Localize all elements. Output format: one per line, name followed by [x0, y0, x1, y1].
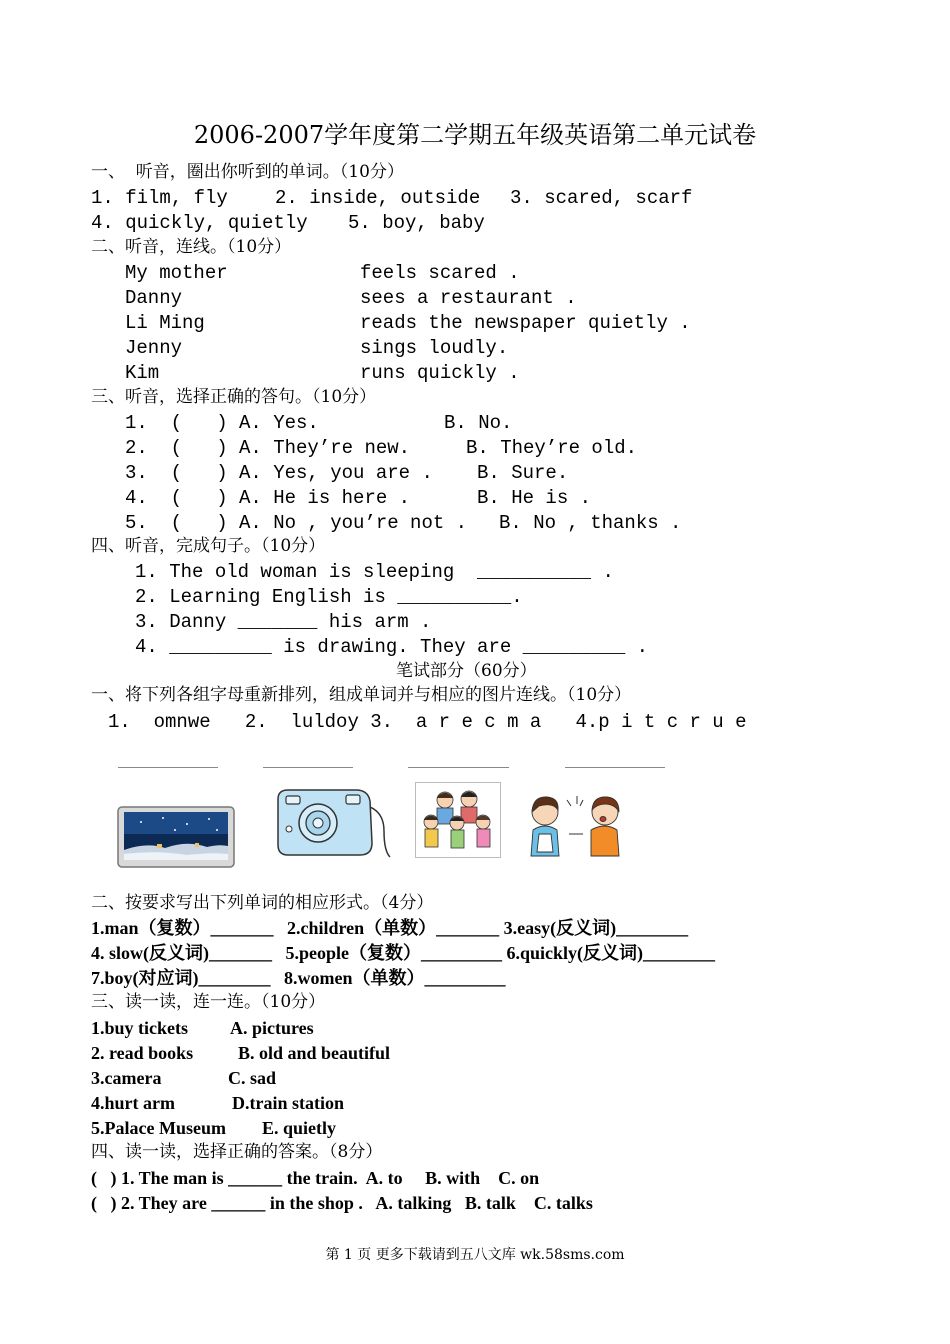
option-b: B. Sure.	[477, 462, 569, 484]
option-b: B. No , thanks .	[499, 512, 682, 534]
match-right: A. pictures	[230, 1018, 314, 1038]
fill-sentence: 3. Danny _______ his arm .	[135, 611, 432, 633]
children-talking-image	[525, 790, 627, 860]
section-heading: 四、听音，完成句子。（10分）	[91, 536, 326, 556]
match-right: runs quickly .	[360, 362, 520, 384]
option-b: B. They’re old.	[466, 437, 638, 459]
word-pair: 5. boy, baby	[348, 212, 485, 234]
section-heading: 一、将下列各组字母重新排列，组成单词并与相应的图片连线。（10分）	[91, 685, 632, 705]
word-form-line: 7.boy(对应词)________ 8.women（单数）_________	[91, 968, 506, 988]
question-stem: 1. ( ) A. Yes.	[125, 412, 319, 434]
match-left: Danny	[125, 287, 183, 309]
match-right: reads the newspaper quietly .	[360, 312, 691, 334]
question-stem: 2. ( ) A. They’re new.	[125, 437, 411, 459]
word-form-line: 1.man（复数）_______ 2.children（单数）_______ 3.easy(反义词)________	[91, 918, 689, 938]
answer-blank	[263, 767, 353, 768]
word-pair: 4. quickly, quietly	[91, 212, 308, 234]
section-heading: 四、读一读，选择正确的答案。（8分）	[91, 1142, 383, 1162]
scrambled-words: 1. omnwe 2. luldoy 3. a r e c m a 4.p i t c r u e	[108, 711, 747, 733]
night-photo-image	[117, 806, 235, 868]
section-heading: 三、读一读，连一连。（10分）	[91, 992, 326, 1012]
section-heading: 三、听音，选择正确的答句。（10分）	[91, 387, 377, 407]
choice-question: ( ) 1. The man is ______ the train. A. to B. with C. on	[91, 1168, 540, 1188]
option-b: B. No.	[444, 412, 513, 434]
camera-image	[272, 787, 392, 859]
word-pair: 3. scared, scarf	[510, 187, 693, 209]
match-right: E. quietly	[262, 1118, 337, 1138]
match-left: 5.Palace Museum	[91, 1118, 226, 1138]
match-left: My mother	[125, 262, 228, 284]
match-left: 3.camera	[91, 1068, 162, 1088]
section-heading: 二、按要求写出下列单词的相应形式。（4分）	[91, 893, 434, 913]
match-right: D.train station	[232, 1093, 344, 1113]
answer-blank	[408, 767, 509, 768]
word-pair: 1. film, fly	[91, 187, 228, 209]
match-left: Jenny	[125, 337, 183, 359]
match-right: feels scared .	[360, 262, 520, 284]
section-heading: 笔试部分（60分）	[396, 661, 537, 681]
option-b: B. He is .	[477, 487, 592, 509]
match-right: sees a restaurant .	[360, 287, 577, 309]
match-left: 2. read books	[91, 1043, 194, 1063]
match-left: Li Ming	[125, 312, 205, 334]
fill-sentence: 4. _________ is drawing. They are _________ .	[135, 636, 649, 658]
word-form-line: 4. slow(反义词)_______ 5.people（复数）_________ 6.quickly(反义词)________	[91, 943, 716, 963]
question-stem: 3. ( ) A. Yes, you are .	[125, 462, 433, 484]
question-stem: 4. ( ) A. He is here .	[125, 487, 411, 509]
match-right: sings loudly.	[360, 337, 509, 359]
page-title: 2006-2007学年度第二学期五年级英语第二单元试卷	[193, 121, 757, 149]
page-footer: 第 1 页 更多下载请到五八文库 wk.58sms.com	[325, 1247, 625, 1263]
word-pair: 2. inside, outside	[275, 187, 481, 209]
match-right: B. old and beautiful	[238, 1043, 391, 1063]
question-stem: 5. ( ) A. No , you’re not .	[125, 512, 468, 534]
section-heading: 一、 听音，圈出你听到的单词。（10分）	[91, 162, 404, 182]
match-left: 1.buy tickets	[91, 1018, 189, 1038]
match-left: Kim	[125, 362, 160, 384]
match-right: C. sad	[228, 1068, 277, 1088]
section-heading: 二、听音，连线。（10分）	[91, 237, 292, 257]
fill-sentence: 2. Learning English is __________.	[135, 586, 523, 608]
answer-blank	[118, 767, 218, 768]
match-left: 4.hurt arm	[91, 1093, 175, 1113]
fill-sentence: 1. The old woman is sleeping __________ .	[135, 561, 614, 583]
choice-question: ( ) 2. They are ______ in the shop . A. talking B. talk C. talks	[91, 1193, 593, 1213]
people-image	[415, 782, 501, 858]
answer-blank	[565, 767, 665, 768]
